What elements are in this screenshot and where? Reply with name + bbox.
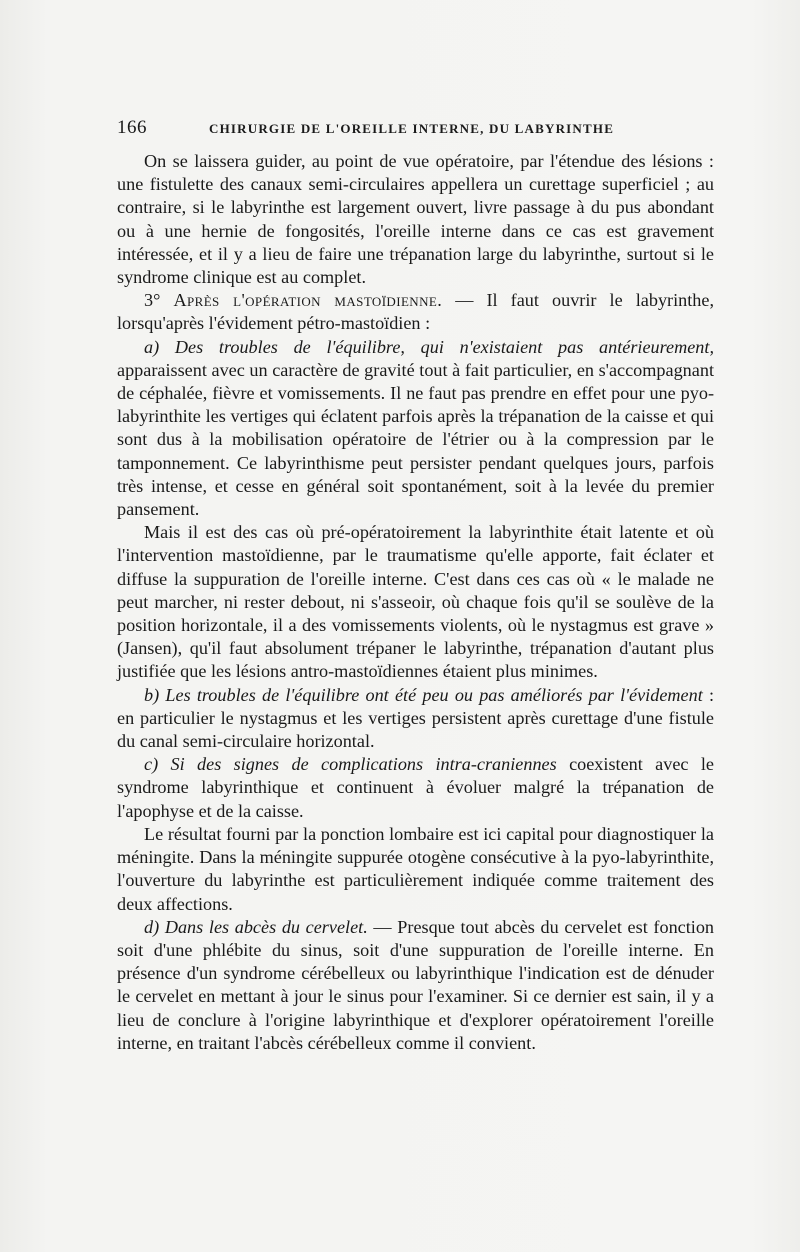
paragraph-3 [117,336,714,522]
body-text [117,150,714,1055]
page-number: 166 [117,117,147,138]
item-d-text: — Presque tout abcès du cervelet est fonction soit d'une phlébite du sinus, soit d'une suppuration de l'oreille interne. En présence d'un syndrome cérébelleux ou labyrinthique l'indication est de dénuder le cervelet en mettant à jour le sinus pour l'examiner. Si ce dernier est sain, il y a lieu de conclure à l'origine labyrinthique et d'explorer opératoirement l'oreille interne, en traitant l'abcès cérébelleux comme il convient. [117,916,715,1053]
paragraph-7: Le résultat fourni par la ponction lombaire est ici capital pour diagnostiquer la méningite. Dans la méningite suppurée otogène consécutive à la pyo-labyrinthite, l'ouverture du labyrinthe est particulièrement indiquée comme traitement des deux affections. [117,823,714,914]
item-label-b: b) [144,684,160,705]
paragraph-4: Mais il est des cas où pré-opératoirement la labyrinthite était latente et où l'intervention mastoïdienne, par le traumatisme qu'elle apporte, fait éclater et diffuse la suppuration de l'oreille interne. C'est dans ces cas où « le malade ne peut marcher, ni rester debout, ni s'asseoir, où chaque fois qu'il se soulève de la position horizontale, il a des vomissements violents, où le nystagmus est grave » (Jansen), qu'il faut absolument trépaner le labyrinthe, trépanation d'autant plus justifiée que les lésions antro-mastoïdiennes étaient plus minimes. [117,522,714,682]
item-c-text: coexistent avec le syndrome labyrinthique et continuent à évoluer malgré la trépanation de l'apophyse et de la caisse. [117,754,714,821]
item-a-heading: Des troubles de l'équilibre, qui n'existaient pas antérieurement, [174,336,715,357]
item-c-heading: Si des signes de complications intra-craniennes [170,754,557,775]
item-d-heading: Dans les abcès du cervelet. [164,916,368,937]
paragraph-6 [117,753,714,823]
section-heading: Après l'opération mastoïdienne. [173,290,443,311]
paragraph-5 [117,684,714,754]
item-label-a: a) [144,336,160,357]
section-number: 3° [144,290,161,311]
running-title: CHIRURGIE DE L'OREILLE INTERNE, DU LABYRINTHE [209,121,615,136]
item-b-heading: Les troubles de l'équilibre ont été peu ou pas améliorés par l'évidement [165,684,703,705]
paragraph-1: On se laissera guider, au point de vue opératoire, par l'étendue des lésions : une fistulette des canaux semi-circulaires appellera un curettage superficiel ; au contraire, si le labyrinthe est largement ouvert, livre passage à du pus abondant ou à une hernie de fongosités, l'oreille interne dans ce cas est gravement intéressée, et il y a lieu de faire une trépanation large du labyrinthe, surtout si le syndrome clinique est au complet. [117,151,714,288]
paragraph-2 [117,289,714,335]
item-a-text: apparaissent avec un caractère de gravité tout à fait particulier, en s'accompagnant de céphalée, fièvre et vomissements. Il ne faut pas prendre en effet pour une pyo-labyrinthite les vertiges qui éclatent parfois après la trépanation de la caisse et qui sont dus à la mobilisation opératoire de l'étrier ou à la compression par le tamponnement. Ce labyrinthisme peut persister pendant quelques jours, parfois très intense, et cesse en général soit spontanément, soit à la levée du premier pansement. [117,359,714,520]
item-label-c: c) [144,754,159,775]
item-b-text: : en particulier le nystagmus et les vertiges persistent après curettage d'une fistule du canal semi-circulaire horizontal. [117,684,715,752]
paragraph-2-text: — Il faut ouvrir le labyrinthe, lorsqu'après l'évidement pétro-mastoïdien : [117,290,715,334]
paragraph-8 [117,916,714,1055]
page-header [117,117,715,141]
item-label-d: d) [144,916,160,937]
